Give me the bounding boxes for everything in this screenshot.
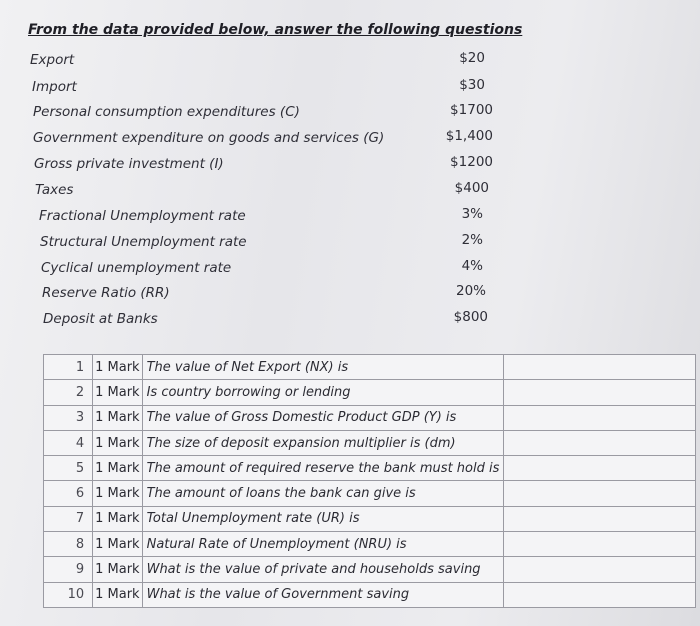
question-text: The size of deposit expansion multiplier is (dm) <box>142 430 504 455</box>
question-number: 6 <box>44 481 93 506</box>
data-value: 2% <box>461 232 483 248</box>
question-number: 1 <box>44 355 93 380</box>
data-label: Gross private investment (I) <box>34 156 224 172</box>
answer-cell[interactable] <box>504 380 696 405</box>
question-number: 8 <box>44 532 93 557</box>
question-marks: 1 Mark <box>93 355 142 380</box>
question-text: What is the value of Government saving <box>142 582 504 607</box>
data-value: $30 <box>459 77 485 93</box>
table-row <box>44 532 696 557</box>
data-value: $1200 <box>450 154 493 170</box>
data-value: 4% <box>461 258 483 274</box>
question-text: What is the value of private and households saving <box>142 557 504 582</box>
answer-cell[interactable] <box>504 582 696 607</box>
data-value: $400 <box>454 180 489 196</box>
data-value: $20 <box>459 50 485 66</box>
answer-cell[interactable] <box>504 506 696 531</box>
table-row <box>44 582 696 607</box>
data-label: Deposit at Banks <box>43 311 158 327</box>
question-number: 5 <box>44 456 93 481</box>
answer-cell[interactable] <box>504 430 696 455</box>
table-row <box>44 481 696 506</box>
data-label: Fractional Unemployment rate <box>39 208 246 224</box>
data-label: Personal consumption expenditures (C) <box>33 104 300 120</box>
question-text: Total Unemployment rate (UR) is <box>142 506 504 531</box>
answer-cell[interactable] <box>504 456 696 481</box>
question-marks: 1 Mark <box>93 380 142 405</box>
question-marks: 1 Mark <box>93 532 142 557</box>
data-label: Cyclical unemployment rate <box>41 260 232 276</box>
question-text: The amount of required reserve the bank must hold is <box>142 456 504 481</box>
answer-cell[interactable] <box>504 405 696 430</box>
question-marks: 1 Mark <box>93 506 142 531</box>
data-label: Government expenditure on goods and services (G) <box>33 130 385 146</box>
question-number: 2 <box>44 380 93 405</box>
question-marks: 1 Mark <box>93 481 142 506</box>
worksheet-title: From the data provided below, answer the following questions <box>28 22 523 38</box>
data-label: Import <box>32 79 77 95</box>
data-value: 3% <box>461 206 483 222</box>
question-number: 4 <box>44 430 93 455</box>
table-row <box>44 405 696 430</box>
question-text: The value of Net Export (NX) is <box>142 355 504 380</box>
question-marks: 1 Mark <box>93 557 142 582</box>
question-marks: 1 Mark <box>93 430 142 455</box>
data-value: 20% <box>455 283 486 299</box>
data-label: Export <box>30 52 75 68</box>
question-text: Natural Rate of Unemployment (NRU) is <box>142 532 504 557</box>
table-row <box>44 430 696 455</box>
data-label: Reserve Ratio (RR) <box>42 285 170 301</box>
data-value: $1,400 <box>445 128 493 144</box>
table-row <box>44 557 696 582</box>
data-label: Structural Unemployment rate <box>40 234 247 250</box>
question-text: The value of Gross Domestic Product GDP (Y) is <box>142 405 504 430</box>
answer-cell[interactable] <box>504 557 696 582</box>
table-row <box>44 355 696 380</box>
question-number: 3 <box>44 405 93 430</box>
answer-cell[interactable] <box>504 355 696 380</box>
questions-table <box>43 354 696 608</box>
table-row <box>44 456 696 481</box>
question-text: The amount of loans the bank can give is <box>142 481 504 506</box>
question-number: 9 <box>44 557 93 582</box>
question-number: 10 <box>44 582 93 607</box>
data-label: Taxes <box>35 182 74 198</box>
question-marks: 1 Mark <box>93 456 142 481</box>
question-marks: 1 Mark <box>93 405 142 430</box>
table-row <box>44 380 696 405</box>
question-number: 7 <box>44 506 93 531</box>
data-value: $1700 <box>450 102 493 118</box>
question-text: Is country borrowing or lending <box>142 380 504 405</box>
answer-cell[interactable] <box>504 481 696 506</box>
table-row <box>44 506 696 531</box>
data-value: $800 <box>453 309 488 325</box>
question-marks: 1 Mark <box>93 582 142 607</box>
answer-cell[interactable] <box>504 532 696 557</box>
